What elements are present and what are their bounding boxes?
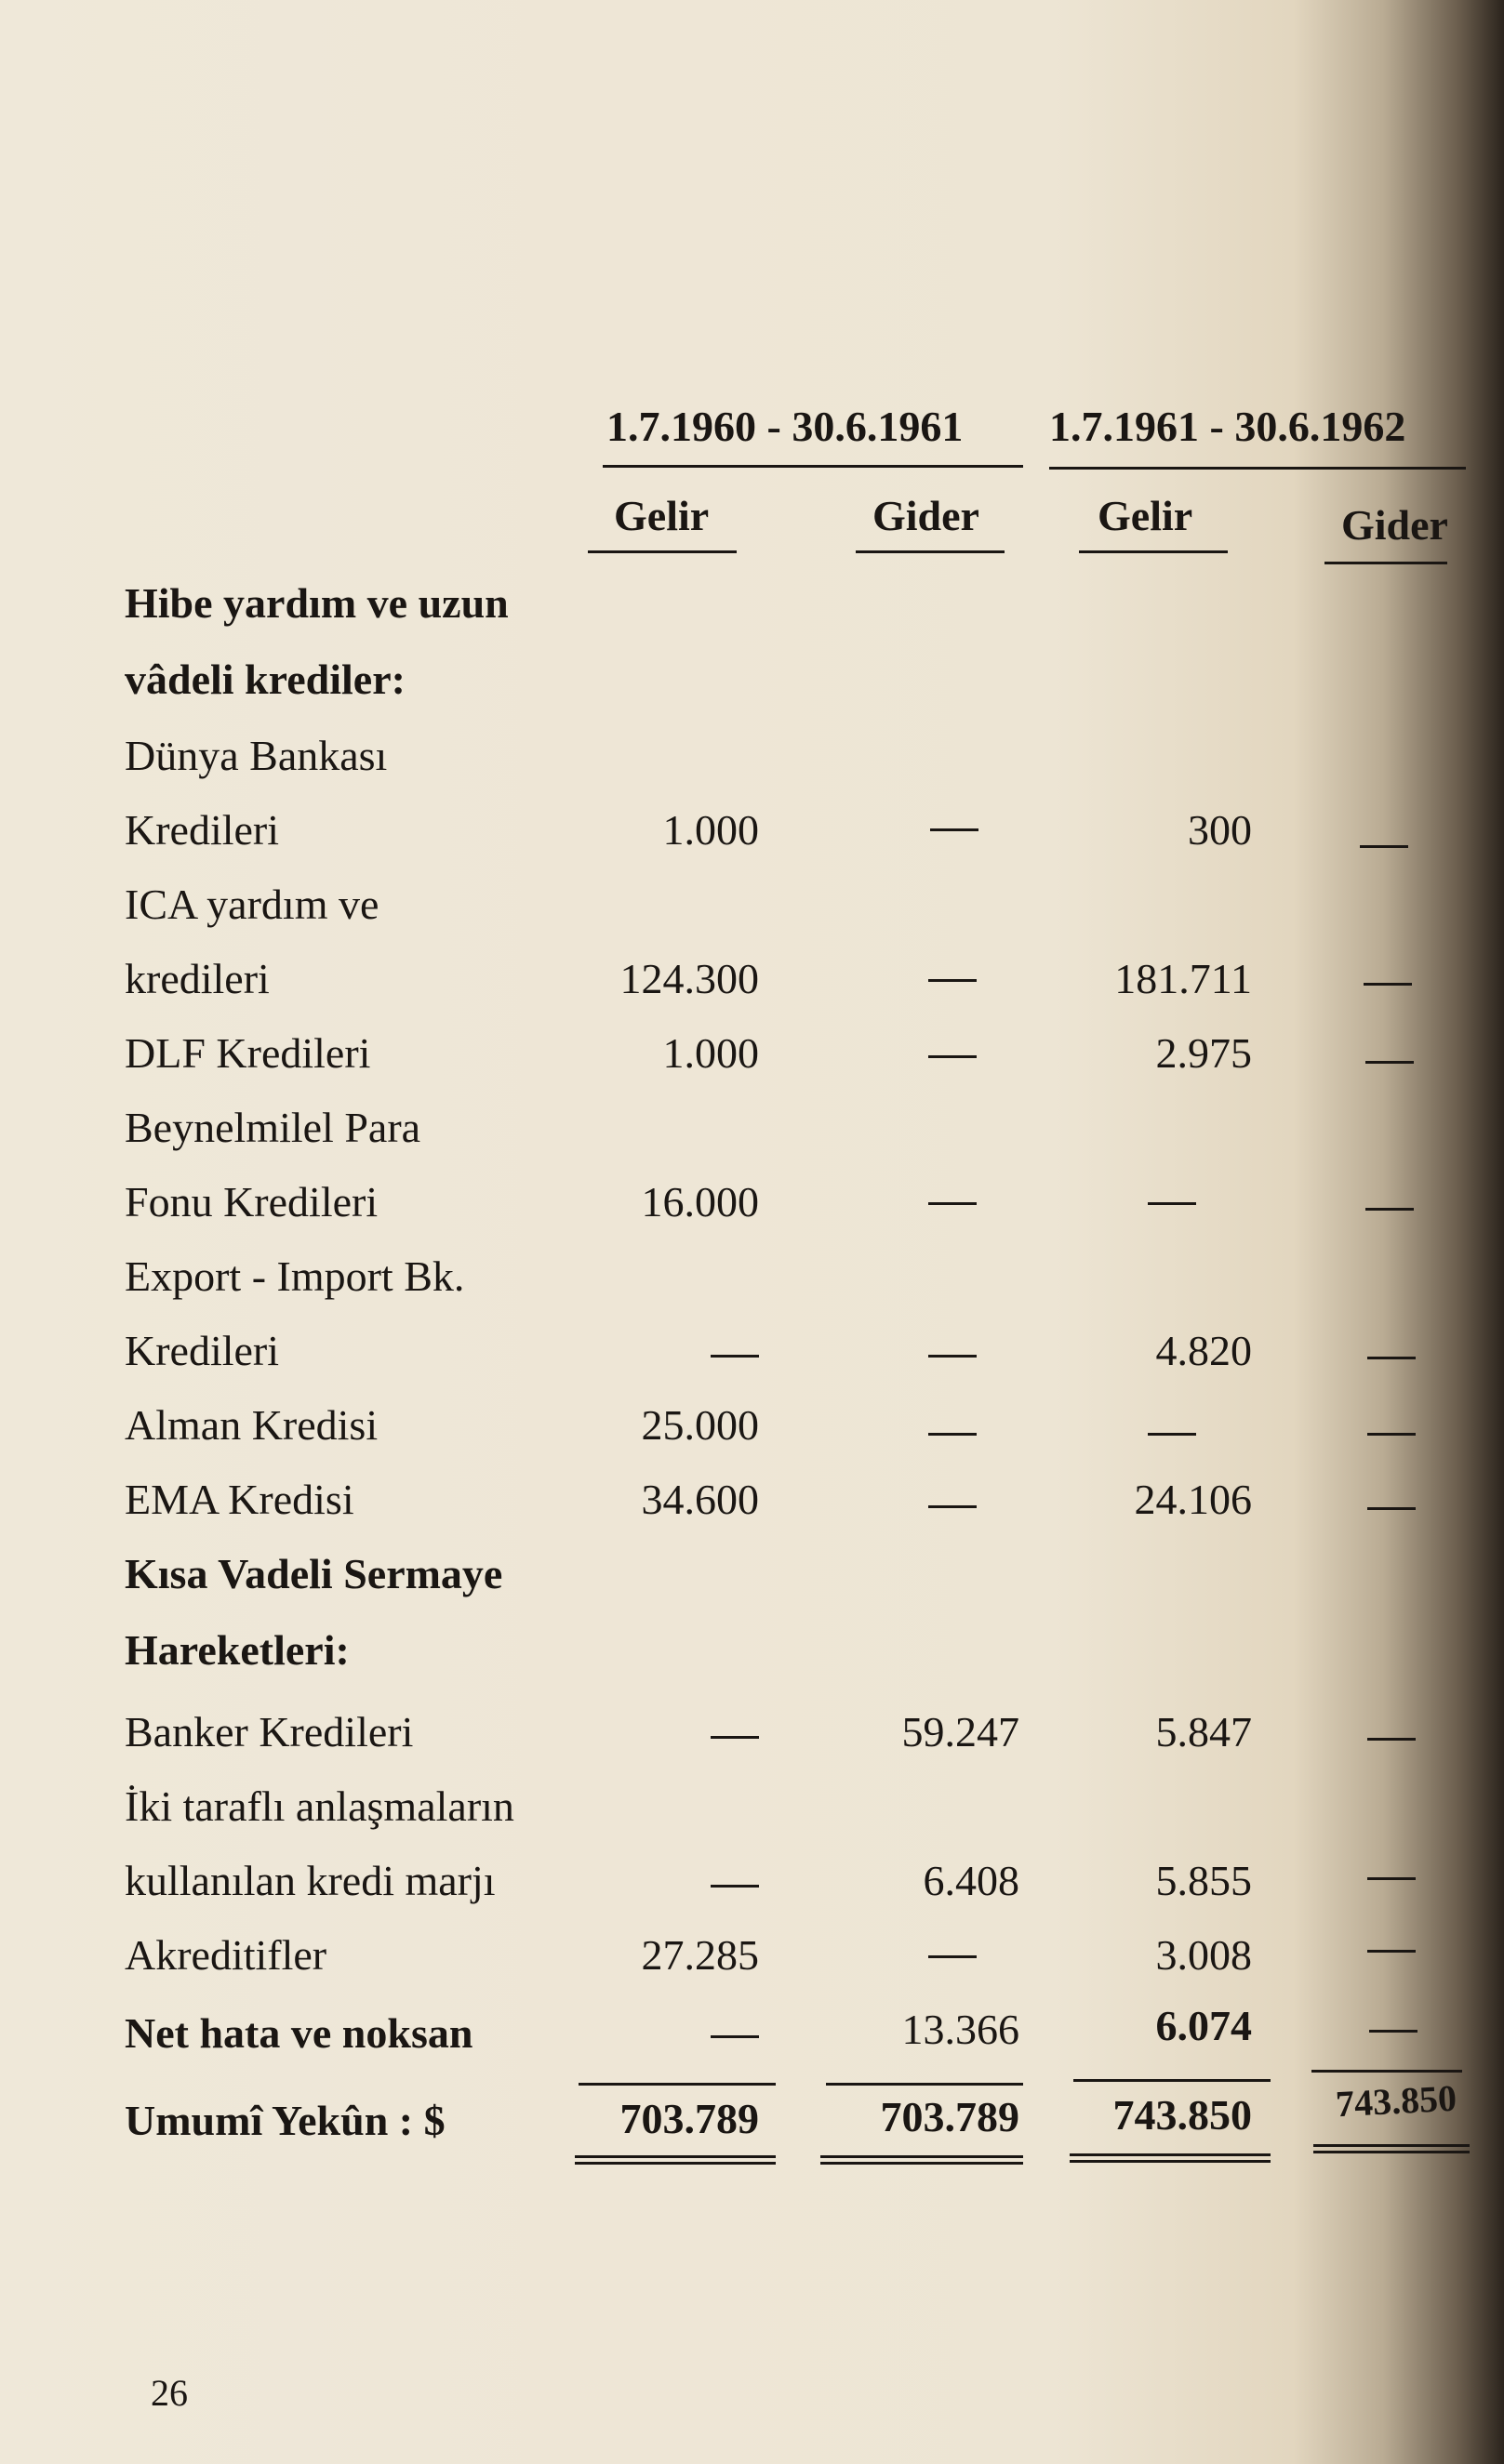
col-gelir-1961-underline (1079, 550, 1228, 553)
cell-gider-1960: 59.247 (901, 1708, 1019, 1755)
row-label-pre: ICA yardım ve (125, 881, 379, 928)
row-label: Akreditifler (125, 1931, 327, 1979)
cell-gelir-1960: 124.300 (619, 955, 759, 1002)
cell-gelir-1960-dash (711, 1885, 759, 1888)
col-gelir-1960: Gelir (614, 492, 710, 539)
cell-gelir-1960: 16.000 (641, 1178, 759, 1225)
cell-gelir-1961: 2.975 (1155, 1029, 1252, 1077)
period-1-header: 1.7.1960 - 30.6.1961 (606, 403, 964, 450)
section-heading-kisa-1: Kısa Vadeli Sermaye (125, 1550, 503, 1597)
cell-gelir-1960-dash (711, 1736, 759, 1739)
period-2-underline (1049, 467, 1466, 470)
total-gelir-1961: 743.850 (1112, 2091, 1252, 2139)
cell-gider-1960: 6.408 (923, 1857, 1019, 1904)
cell-gelir-1960-dash (711, 1355, 759, 1358)
cell-gider-1960-dash (928, 979, 977, 982)
cell-gider-1960: 13.366 (901, 2006, 1019, 2053)
total-double-rule-gider-1960 (820, 2155, 1023, 2165)
col-gider-1960-underline (856, 550, 1005, 553)
total-gelir-1960: 703.789 (619, 2095, 759, 2142)
row-label-pre: Export - Import Bk. (125, 1252, 465, 1300)
cell-gelir-1961: 24.106 (1134, 1476, 1252, 1523)
row-label-pre: Beynelmilel Para (125, 1104, 421, 1151)
cell-gider-1961-dash (1364, 983, 1412, 986)
cell-gider-1960-dash (928, 1055, 977, 1058)
col-gelir-1961: Gelir (1098, 492, 1193, 539)
total-gider-1961: 743.850 (1334, 2076, 1458, 2126)
total-double-rule-gelir-1961 (1070, 2153, 1271, 2163)
section-heading-hibe-2: vâdeli krediler: (125, 656, 406, 703)
cell-gelir-1960: 27.285 (641, 1931, 759, 1979)
cell-gider-1961-dash (1367, 1357, 1416, 1359)
sum-rule-gider-1960 (826, 2083, 1023, 2086)
col-gelir-1960-underline (588, 550, 737, 553)
cell-gider-1961-dash (1367, 1433, 1416, 1436)
row-label: Alman Kredisi (125, 1401, 379, 1449)
cell-gelir-1961: 5.847 (1155, 1708, 1252, 1755)
row-label: DLF Kredileri (125, 1029, 371, 1077)
cell-gelir-1961: 181.711 (1114, 955, 1252, 1002)
cell-gider-1960-dash (928, 1955, 977, 1958)
col-gider-1961: Gider (1341, 501, 1448, 549)
row-label-pre: Dünya Bankası (125, 732, 388, 779)
cell-gelir-1961-dash (1148, 1433, 1196, 1436)
cell-gider-1961-dash (1369, 2030, 1417, 2033)
row-label: Banker Kredileri (125, 1708, 414, 1755)
total-double-rule-gider-1961 (1313, 2144, 1470, 2153)
row-label: Fonu Kredileri (125, 1178, 379, 1225)
row-label: Net hata ve noksan (125, 2009, 473, 2057)
section-heading-kisa-2: Hareketleri: (125, 1626, 350, 1674)
row-label: EMA Kredisi (125, 1476, 354, 1523)
cell-gelir-1961-dash (1148, 1202, 1196, 1205)
cell-gider-1960-dash (928, 1505, 977, 1508)
col-gider-1961-underline (1324, 562, 1447, 564)
cell-gelir-1960: 34.600 (641, 1476, 759, 1523)
cell-gelir-1960: 25.000 (641, 1401, 759, 1449)
section-heading-hibe-1: Hibe yardım ve uzun (125, 579, 509, 627)
total-label: Umumî Yekûn : $ (125, 2097, 446, 2144)
cell-gider-1961-dash (1360, 845, 1408, 848)
cell-gider-1960-dash (930, 828, 978, 831)
period-2-header: 1.7.1961 - 30.6.1962 (1049, 403, 1406, 450)
col-gider-1960: Gider (872, 492, 979, 539)
cell-gelir-1961: 3.008 (1155, 1931, 1252, 1979)
row-label: kredileri (125, 955, 270, 1002)
cell-gider-1961-dash (1365, 1208, 1414, 1211)
row-label-pre: İki taraflı anlaşmaların (125, 1782, 514, 1830)
row-label: Kredileri (125, 1327, 280, 1374)
total-gider-1960: 703.789 (880, 2093, 1019, 2140)
cell-gelir-1961: 300 (1188, 806, 1252, 854)
cell-gider-1960-dash (928, 1433, 977, 1436)
sum-rule-gelir-1961 (1073, 2079, 1271, 2082)
cell-gelir-1960: 1.000 (662, 806, 759, 854)
sum-rule-gelir-1960 (579, 2083, 776, 2086)
cell-gelir-1961: 5.855 (1155, 1857, 1252, 1904)
total-double-rule-gelir-1960 (575, 2155, 776, 2165)
cell-gelir-1960: 1.000 (662, 1029, 759, 1077)
page-number: 26 (151, 2372, 188, 2414)
cell-gider-1960-dash (928, 1355, 977, 1358)
sum-rule-gider-1961 (1311, 2070, 1462, 2073)
cell-gider-1961-dash (1365, 1061, 1414, 1064)
cell-gelir-1961: 4.820 (1155, 1327, 1252, 1374)
period-1-underline (603, 465, 1023, 468)
cell-gider-1961-dash (1367, 1738, 1416, 1741)
cell-gelir-1960-dash (711, 2035, 759, 2038)
row-label: Kredileri (125, 806, 280, 854)
cell-gelir-1961: 6.074 (1155, 2002, 1252, 2049)
cell-gider-1961-dash (1367, 1950, 1416, 1953)
cell-gider-1961-dash (1367, 1507, 1416, 1510)
cell-gider-1961-dash (1367, 1877, 1416, 1880)
row-label: kullanılan kredi marjı (125, 1857, 496, 1904)
cell-gider-1960-dash (928, 1202, 977, 1205)
